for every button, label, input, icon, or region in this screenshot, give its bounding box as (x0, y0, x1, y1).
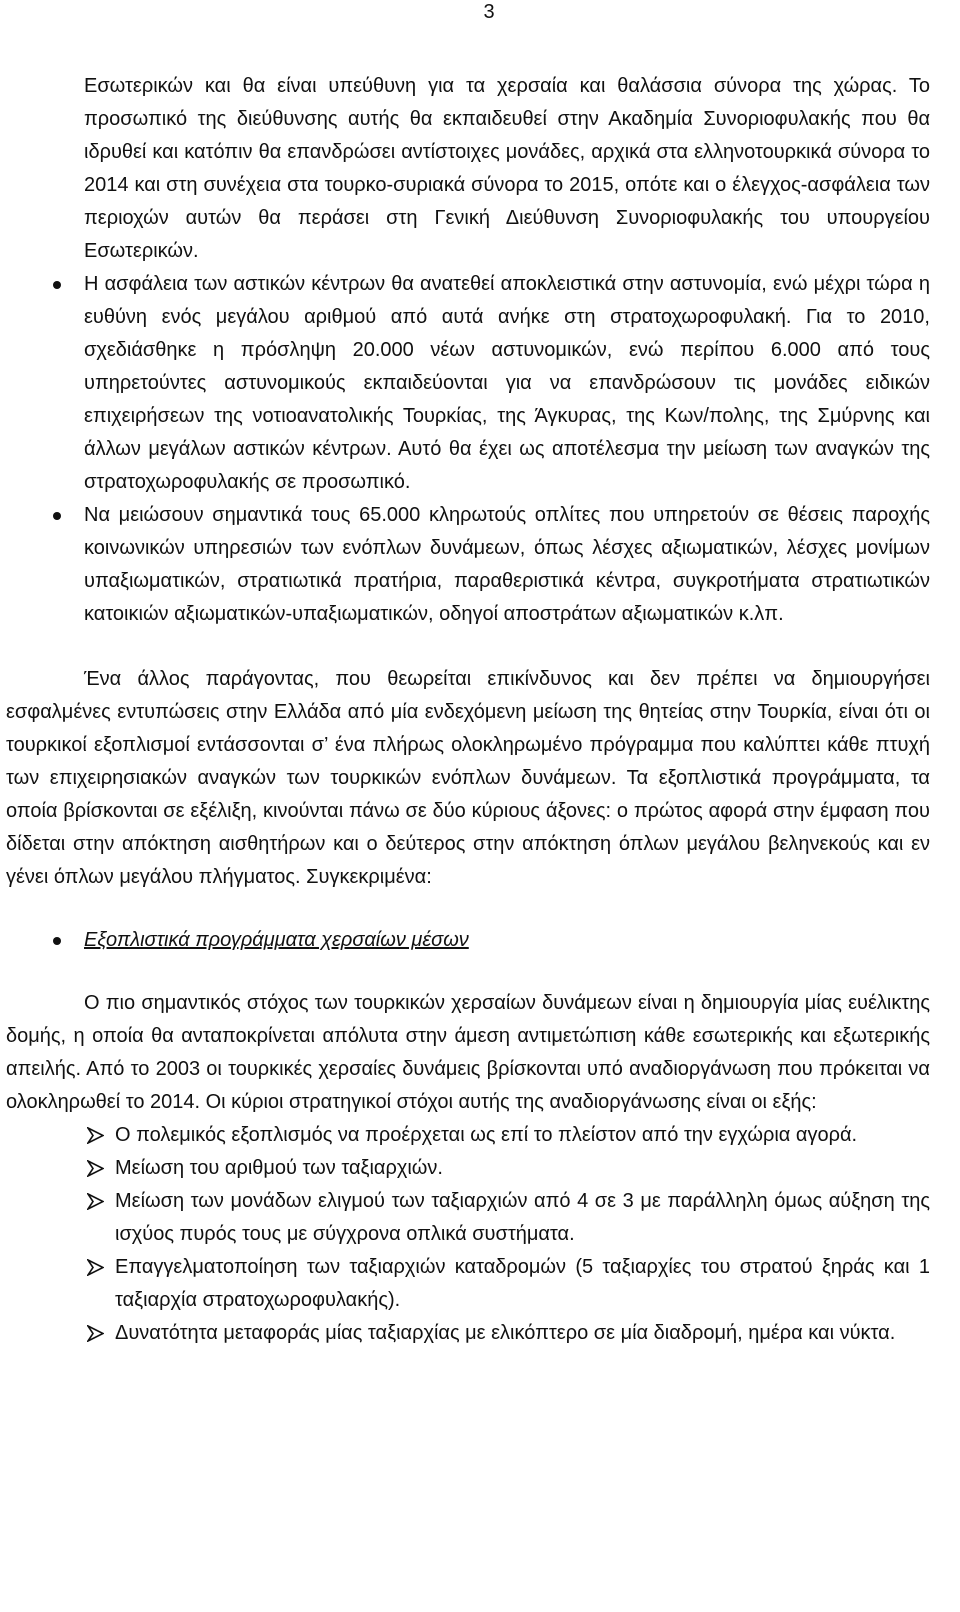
bullet-item (6, 268, 930, 499)
goal-item (6, 1317, 930, 1350)
arrow-bullet-icon (87, 1325, 104, 1342)
section-heading (6, 924, 930, 957)
bullet-icon (53, 512, 61, 520)
arrow-bullet-icon (87, 1193, 104, 1210)
goal-text: Επαγγελματοποίηση των ταξιαρχιών καταδρομών (5 ταξιαρχίες του στρατού ξηράς και 1 ταξιαρχία στρατοχωροφυλακής). (115, 1256, 930, 1311)
bullet-text: Η ασφάλεια των αστικών κέντρων θα ανατεθεί αποκλειστικά στην αστυνομία, ενώ μέχρι τώρα η ευθύνη ενός μεγάλου αριθμού από αυτά ανήκε στη στρατοχωροφυλακή. Για το 2010, σχεδιάσθηκε η πρόσληψη 20.000 νέων αστυνομικών, ενώ περίπου 6.000 από τους υπηρετούντες αστυνομικούς εκπαιδεύονται για να επανδρώσουν τις μονάδες ειδικών επιχειρήσεων της νοτιοανατολικής Τουρκίας, της Άγκυρας, της Κων/πολης, της Σμύρνης και άλλων μεγάλων αστικών κέντρων. Αυτό θα έχει ως αποτέλεσμα την μείωση των αναγκών της στρατοχωροφυλακής σε προσωπικό. (84, 273, 930, 493)
paragraph-3: Ο πιο σημαντικός στόχος των τουρκικών χερσαίων δυνάμεων είναι η δημιουργία μίας ευέλικτης δομής, η οποία θα ανταποκρίνεται απόλυτα στην άμεση αντιμετώπιση κάθε εσωτερικής και εξωτερικής απειλής. Από το 2003 οι τουρκικές χερσαίες δυνάμεις βρίσκονται υπό αναδιοργάνωση που πρόκειται να ολοκληρωθεί το 2014. Οι κύριοι στρατηγικοί στόχοι αυτής της αναδιοργάνωσης είναι οι εξής: (6, 992, 930, 1113)
section-heading-text: Εξοπλιστικά προγράμματα χερσαίων μέσων (84, 929, 469, 951)
bullet-item (6, 499, 930, 631)
bullet-icon (53, 281, 61, 289)
goal-text: Μείωση των μονάδων ελιγμού των ταξιαρχιών από 4 σε 3 με παράλληλη όμως αύξηση της ισχύος πυρός τους με σύγχρονα οπλικά συστήματα. (115, 1190, 930, 1245)
spacer (6, 894, 930, 924)
intro-continuation: Εσωτερικών και θα είναι υπεύθυνη για τα χερσαία και θαλάσσια σύνορα της χώρας. Το προσωπικό της διεύθυνσης αυτής θα εκπαιδευθεί στην Ακαδημία Συνοριοφυλακής που θα ιδρυθεί και κατόπιν θα επανδρώσει αντίστοιχες μονάδες, αρχικά στα ελληνοτουρκικά σύνορα το 2014 και στη συνέχεια στα τουρκο-συριακά σύνορα το 2015, οπότε και ο έλεγχος-ασφάλεια των περιοχών αυτών θα περάσει στη Γενική Διεύθυνση Συνοριοφυλακής του υπουργείου Εσωτερικών. (84, 75, 930, 262)
goal-item (6, 1251, 930, 1317)
goal-item (6, 1185, 930, 1251)
bullet-list (6, 268, 930, 631)
page-number: 3 (483, 1, 495, 23)
goal-text: Μείωση του αριθμού των ταξιαρχιών. (115, 1157, 443, 1179)
goals-list (6, 1119, 930, 1350)
goal-item (6, 1119, 930, 1152)
goal-item (6, 1152, 930, 1185)
spacer (6, 631, 930, 663)
goal-text: Δυνατότητα μεταφοράς μίας ταξιαρχίας με ελικόπτερο σε μία διαδρομή, ημέρα και νύκτα. (115, 1322, 896, 1344)
document-body (6, 70, 930, 1350)
arrow-bullet-icon (87, 1127, 104, 1144)
arrow-bullet-icon (87, 1160, 104, 1177)
spacer (6, 957, 930, 987)
bullet-icon (53, 937, 61, 945)
paragraph-2: Ένα άλλος παράγοντας, που θεωρείται επικίνδυνος και δεν πρέπει να δημιουργήσει εσφαλμένες εντυπώσεις στην Ελλάδα από μία ενδεχόμενη μείωση της θητείας στην Τουρκία, είναι ότι οι τουρκικοί εξοπλισμοί εντάσσονται σ’ ένα πλήρως ολοκληρωμένο πρόγραμμα που καλύπτει κάθε πτυχή των επιχειρησιακών αναγκών των τουρκικών ενόπλων δυνάμεων. Τα εξοπλιστικά προγράμματα, τα οποία βρίσκονται σε εξέλιξη, κινούνται πάνω σε δύο κύριους άξονες: ο πρώτος αφορά στην έμφαση που δίδεται στην απόκτηση αισθητήρων και ο δεύτερος στην απόκτηση όπλων μεγάλου βεληνεκούς και εν γένει όπλων μεγάλου πλήγματος. Συγκεκριμένα: (6, 668, 930, 888)
goal-text: Ο πολεμικός εξοπλισμός να προέρχεται ως επί το πλείστον από την εγχώρια αγορά. (115, 1124, 858, 1146)
arrow-bullet-icon (87, 1259, 104, 1276)
bullet-text: Να μειώσουν σημαντικά τους 65.000 κληρωτούς οπλίτες που υπηρετούν σε θέσεις παροχής κοινωνικών υπηρεσιών των ενόπλων δυνάμεων, όπως λέσχες αξιωματικών, λέσχες μονίμων υπαξιωματικών, στρατιωτικά πρατήρια, παραθεριστικά κέντρα, συγκροτήματα στρατιωτικών κατοικιών αξιωματικών-υπαξιωματικών, οδηγοί αποστράτων αξιωματικών κ.λπ. (84, 504, 930, 625)
